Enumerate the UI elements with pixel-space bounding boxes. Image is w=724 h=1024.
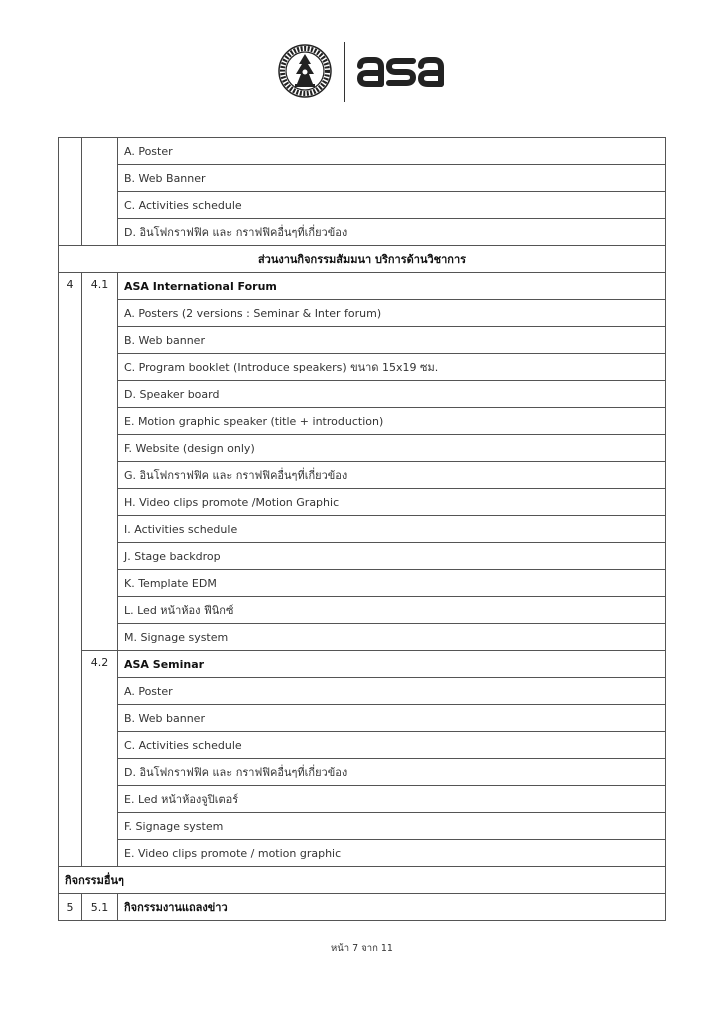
deliverable-item: C. Program booklet (Introduce speakers) ขนาด 15x19 ซม. <box>118 354 666 381</box>
asa-seal-logo <box>278 44 332 98</box>
group-title: กิจกรรมอื่นๆ <box>59 867 666 894</box>
table-row <box>59 489 666 516</box>
deliverable-item: L. Led หน้าห้อง ฟีนิกซ์ <box>118 597 666 624</box>
table-row <box>59 273 666 300</box>
deliverable-item: I. Activities schedule <box>118 516 666 543</box>
table-row <box>59 408 666 435</box>
table-row <box>59 381 666 408</box>
asa-wordmark-logo <box>354 40 446 104</box>
subnumber-cell <box>82 138 118 246</box>
section-title: ส่วนงานกิจกรรมสัมมนา บริการด้านวิชาการ <box>59 246 666 273</box>
table-row <box>59 786 666 813</box>
table-row <box>59 516 666 543</box>
deliverable-item: A. Poster <box>118 138 666 165</box>
deliverable-item: B. Web banner <box>118 327 666 354</box>
table-row <box>59 624 666 651</box>
deliverable-item: H. Video clips promote /Motion Graphic <box>118 489 666 516</box>
deliverable-item: F. Website (design only) <box>118 435 666 462</box>
table-row <box>59 732 666 759</box>
table-row <box>59 192 666 219</box>
table-row <box>59 300 666 327</box>
deliverable-item: D. อินโฟกราฟฟิค และ กราฟฟิคอื่นๆที่เกี่ยวข้อง <box>118 759 666 786</box>
page-header <box>278 40 448 104</box>
deliverable-item: E. Led หน้าห้องจูปิเตอร์ <box>118 786 666 813</box>
deliverable-item: A. Poster <box>118 678 666 705</box>
header-divider <box>344 42 345 102</box>
deliverable-item: C. Activities schedule <box>118 192 666 219</box>
table-row <box>59 705 666 732</box>
subitem-number: 4.1 <box>82 273 118 651</box>
deliverable-item: B. Web banner <box>118 705 666 732</box>
table-row <box>59 462 666 489</box>
item-number: 5 <box>59 894 82 921</box>
deliverable-item: G. อินโฟกราฟฟิค และ กราฟฟิคอื่นๆที่เกี่ยวข้อง <box>118 462 666 489</box>
item-number: 4 <box>59 273 82 867</box>
table-row <box>59 840 666 867</box>
deliverable-item: K. Template EDM <box>118 570 666 597</box>
page-number: หน้า 7 จาก 11 <box>331 943 393 954</box>
deliverable-item: F. Signage system <box>118 813 666 840</box>
deliverable-item: A. Posters (2 versions : Seminar & Inter forum) <box>118 300 666 327</box>
table-row <box>59 597 666 624</box>
table-row <box>59 813 666 840</box>
table-row <box>59 435 666 462</box>
table-row <box>59 219 666 246</box>
table-row <box>59 759 666 786</box>
deliverable-item: E. Video clips promote / motion graphic <box>118 840 666 867</box>
table-row <box>59 651 666 678</box>
deliverable-item: J. Stage backdrop <box>118 543 666 570</box>
subitem-number: 5.1 <box>82 894 118 921</box>
table-row <box>59 543 666 570</box>
table-row <box>59 678 666 705</box>
deliverable-item: M. Signage system <box>118 624 666 651</box>
group-header-row <box>59 867 666 894</box>
deliverable-item: D. อินโฟกราฟฟิค และ กราฟฟิคอื่นๆที่เกี่ยวข้อง <box>118 219 666 246</box>
table-row <box>59 165 666 192</box>
subitem-title: ASA International Forum <box>118 273 666 300</box>
section-header-row <box>59 246 666 273</box>
deliverable-item: E. Motion graphic speaker (title + introduction) <box>118 408 666 435</box>
deliverable-item: C. Activities schedule <box>118 732 666 759</box>
table-row <box>59 570 666 597</box>
table-row <box>59 894 666 921</box>
deliverables-table <box>58 137 666 921</box>
subitem-title: กิจกรรมงานแถลงข่าว <box>118 894 666 921</box>
subitem-number: 4.2 <box>82 651 118 867</box>
deliverable-item: B. Web Banner <box>118 165 666 192</box>
table-row <box>59 138 666 165</box>
number-cell <box>59 138 82 246</box>
deliverable-item: D. Speaker board <box>118 381 666 408</box>
table-row <box>59 327 666 354</box>
subitem-title: ASA Seminar <box>118 651 666 678</box>
table-row <box>59 354 666 381</box>
